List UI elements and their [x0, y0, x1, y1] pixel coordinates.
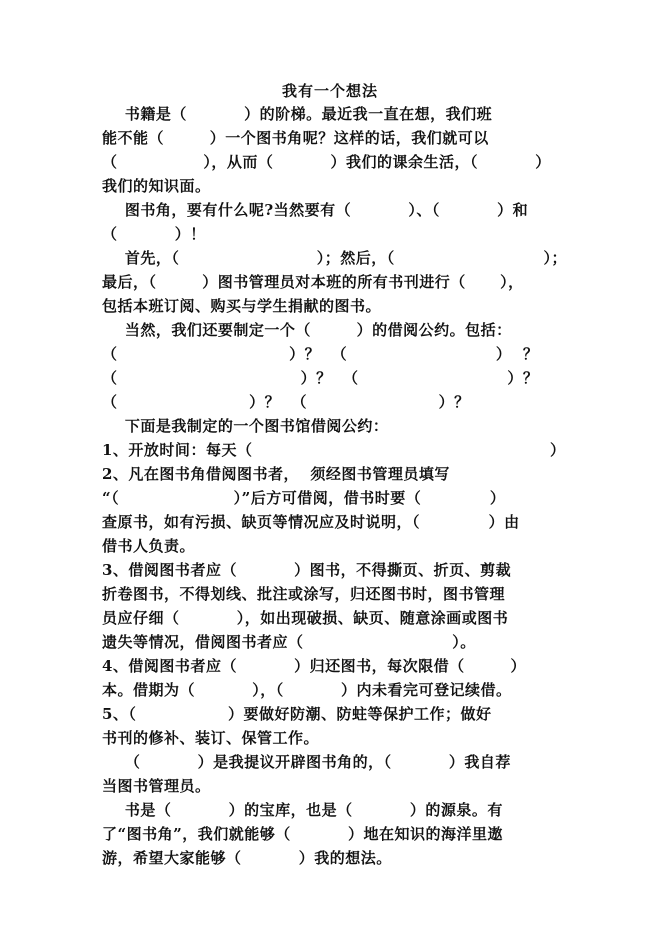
text-line: （ ）！ [102, 225, 206, 243]
text-line: 遗失等情况，借阅图书者应（ ）。 [102, 633, 476, 651]
document-title: 我有一个想法 [281, 82, 378, 100]
text-line: 3、借阅图书者应（ ）图书，不得撕页、折页、剪裁 [102, 561, 512, 579]
text-line: 图书角，要有什么呢?当然要有（ ）、（ ）和 [102, 201, 529, 219]
text-line: （ ）？ （ ） ？ [102, 345, 539, 363]
text-line: 折卷图书，不得划线、批注或涂写，归还图书时，图书管理 [102, 585, 506, 603]
text-line: 包括本班订阅、购买与学生捐献的图书。 [102, 297, 382, 315]
text-line: （ ）？ （ ）？ [102, 393, 470, 411]
text-line: 书是（ ）的宝库，也是（ ）的源泉。有 [102, 801, 503, 819]
text-line: （ ）？ （ ）？ [102, 369, 539, 387]
text-line: 首先，（ ）；然后，（ ）； [102, 249, 567, 267]
text-line: 4、借阅图书者应（ ）归还图书，每次限借（ ） [102, 657, 526, 675]
text-line: （ ），从而（ ）我们的课余生活，（ ） [102, 153, 551, 171]
text-line: 借书人负责。 [102, 537, 196, 555]
text-line: 了“图书角”，我们就能够（ ）地在知识的海洋里遨 [102, 825, 503, 843]
text-line: 2、凡在图书角借阅图书者， 须经图书管理员填写 [102, 465, 450, 483]
text-line: 下面是我制定的一个图书馆借阅公约： [102, 417, 389, 435]
text-line: 5、（ ）要做好防潮、防蛀等保护工作；做好 [102, 705, 492, 723]
text-line: （ ）是我提议开辟图书角的，（ ）我自荐 [102, 753, 511, 771]
text-line: 当图书管理员。 [102, 777, 211, 795]
text-line: “（ ）”后方可借阅，借书时要（ ） [102, 489, 506, 507]
text-line: 最后，（ ）图书管理员对本班的所有书刊进行（ ）， [102, 273, 524, 291]
text-line: 当然，我们还要制定一个（ ）的借阅公约。包括： [102, 321, 512, 339]
text-line: 书籍是（ ）的阶梯。最近我一直在想，我们班 [102, 105, 493, 123]
text-line: 查原书，如有污损、缺页等情况应及时说明，（ ）由 [102, 513, 520, 531]
text-line: 游，希望大家能够（ ）我的想法。 [102, 849, 392, 867]
text-line: 书刊的修补、装订、保管工作。 [102, 729, 320, 747]
text-line: 我们的知识面。 [102, 177, 211, 195]
text-line: 1、开放时间：每天（ ） [102, 441, 566, 459]
text-line: 本。借期为（ ），（ ）内未看完可登记续借。 [102, 681, 512, 699]
text-line: 员应仔细（ ），如出现破损、缺页、随意涂画或图书 [102, 609, 509, 627]
text-line: 能不能（ ）一个图书角呢？这样的话，我们就可以 [102, 129, 489, 147]
